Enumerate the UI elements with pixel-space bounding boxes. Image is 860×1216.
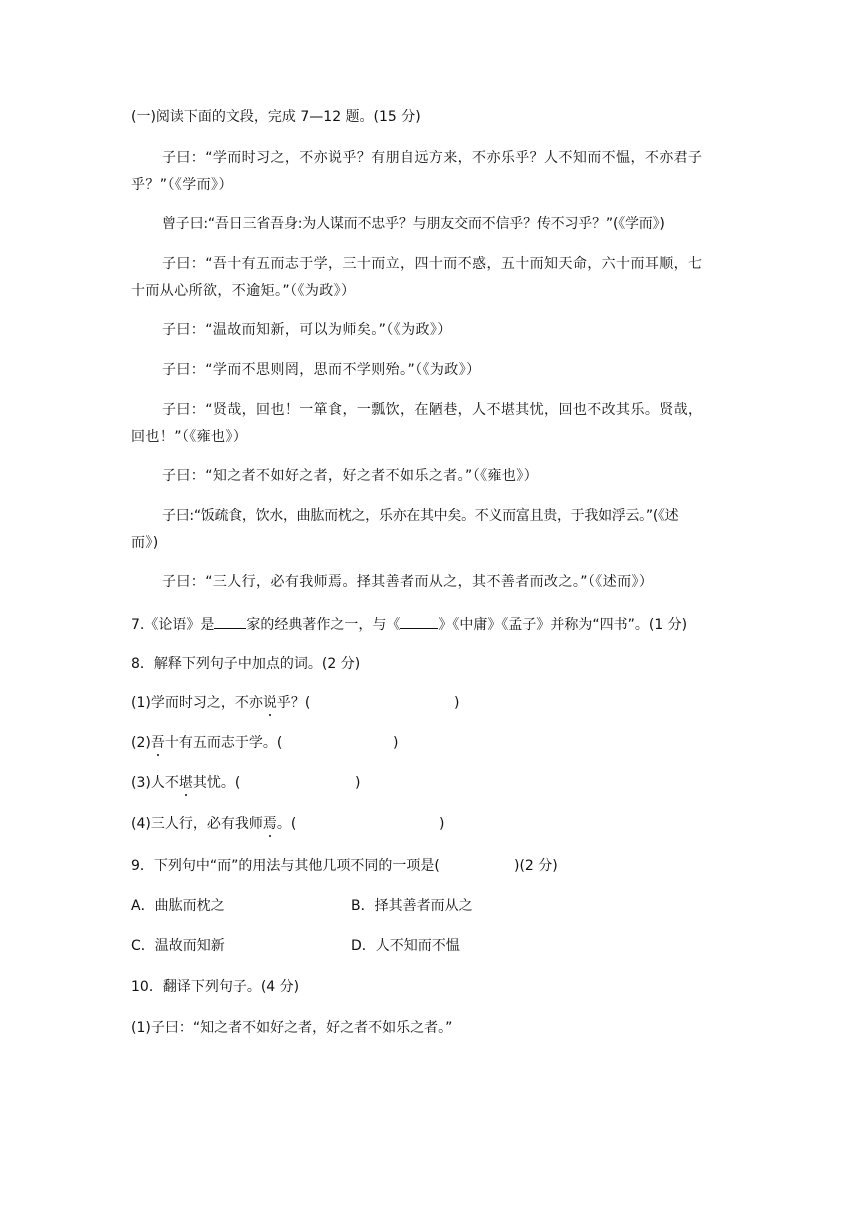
question-8-item-2	[131, 733, 731, 753]
question-8-item-4-post: 。(	[276, 816, 297, 832]
question-10-item-1: (1)子曰：“知之者不如好之者，好之者不如乐之者。”	[131, 1020, 453, 1036]
passage-6-line-2: 回也！”（《雍也》）	[131, 429, 248, 445]
question-8-item-2-post: 十有五而志于学。(	[164, 735, 283, 751]
question-8-item-4	[131, 814, 731, 834]
passage-2-line-1: 曾子曰:“吾日三省吾身:为人谋而不忠乎？与朋友交而不信乎？传不习乎？”(《学而》)	[162, 216, 665, 232]
passage-5-line-1: 子曰：“学而不思则罔，思而不学则殆。”（《为政》）	[162, 362, 481, 378]
section-heading: (一)阅读下面的文段，完成 7—12 题。(15 分)	[131, 109, 421, 125]
question-9-option-b: B．择其善者而从之	[351, 898, 473, 914]
question-8-item-1-post: 乎？(	[276, 695, 311, 711]
question-8-item-2-close: )	[393, 735, 399, 751]
question-7-blank-2[interactable]	[400, 614, 438, 629]
question-7-text-2: 家的经典著作之一，与《	[246, 617, 401, 633]
passage-1-line-1: 子曰：“学而时习之，不亦说乎？有朋自远方来，不亦乐乎？人不知而不愠，不亦君子	[162, 150, 703, 166]
passage-4-line-1: 子曰：“温故而知新，可以为师矣。”（《为政》）	[162, 322, 452, 338]
passage-8-line-1: 子曰:“饭疏食，饮水，曲肱而枕之，乐亦在其中矣。不义而富且贵，于我如浮云。”(《述	[162, 508, 679, 524]
question-8-item-2-dotted-word: 吾	[150, 735, 165, 751]
question-8-item-3-dotted-word: 堪	[178, 775, 193, 791]
question-8-item-3	[131, 773, 731, 793]
passage-9-line-1: 子曰：“三人行，必有我师焉。择其善者而从之，其不善者而改之。”（《述而》）	[162, 574, 654, 590]
passage-3-line-2: 十而从心所欲，不逾矩。”（《为政》）	[131, 283, 356, 299]
question-8-item-4-dotted-word: 焉	[262, 816, 277, 832]
question-9-option-a: A．曲肱而枕之	[131, 898, 225, 914]
question-7	[131, 614, 731, 635]
passage-3-line-1: 子曰：“吾十有五而志于学，三十而立，四十而不惑，五十而知天命，六十而耳顺，七	[162, 256, 703, 272]
question-8-item-3-close: )	[355, 775, 361, 791]
question-8-item-1-close: )	[454, 695, 460, 711]
question-8-item-1-pre: (1)学而时习之，不亦	[131, 695, 263, 711]
question-9-option-c: C．温故而知新	[131, 938, 225, 954]
passage-1-line-2: 乎？”（《学而》）	[131, 177, 233, 193]
question-7-text-1: 7.《论语》是	[131, 617, 215, 633]
question-8-item-1-dotted-word: 说	[262, 695, 277, 711]
question-7-text-3: 》《中庸》《孟子》并称为“四书”。(1 分)	[438, 617, 688, 633]
question-8-item-4-close: )	[439, 816, 445, 832]
question-7-blank-1[interactable]	[214, 614, 246, 629]
question-8-item-1	[131, 693, 731, 713]
question-8-stem: 8．解释下列句子中加点的词。(2 分)	[131, 656, 361, 672]
question-8-item-3-pre: (3)人不	[131, 775, 179, 791]
passage-6-line-1: 子曰：“贤哉，回也！一箪食，一瓢饮，在陋巷，人不堪其忧，回也不改其乐。贤哉，	[162, 402, 703, 418]
question-9-stem-b: )(2 分)	[514, 858, 558, 874]
question-10-stem: 10．翻译下列句子。(4 分)	[131, 979, 300, 995]
question-8-item-4-pre: (4)三人行，必有我师	[131, 816, 263, 832]
passage-7-line-1: 子曰：“知之者不如好之者，好之者不如乐之者。”（《雍也》）	[162, 468, 539, 484]
question-9-option-d: D．人不知而不愠	[351, 938, 460, 954]
question-8-item-3-post: 其忧。(	[192, 775, 241, 791]
passage-8-line-2: 而》)	[131, 535, 159, 551]
question-9-stem-a: 9．下列句中“而”的用法与其他几项不同的一项是(	[131, 858, 440, 874]
question-8-item-2-pre: (2)	[131, 735, 151, 751]
